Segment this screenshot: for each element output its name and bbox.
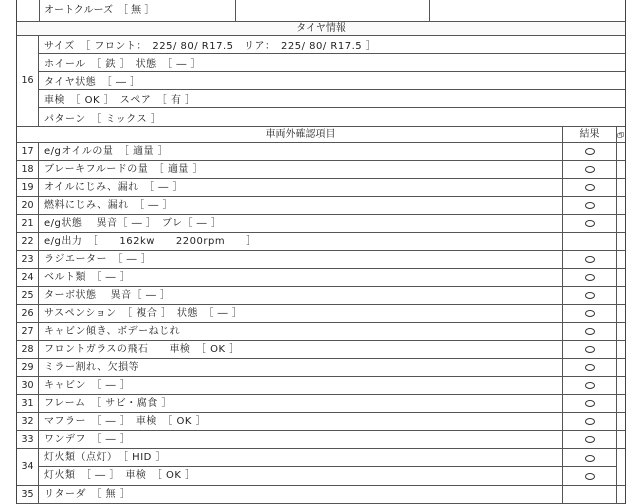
check-item-row (17, 161, 625, 179)
check-item-row (17, 233, 625, 251)
result-cell (563, 197, 617, 214)
row-number: 24 (17, 269, 39, 286)
result-cell (563, 251, 617, 268)
result-cell (563, 305, 617, 322)
row-number: 26 (17, 305, 39, 322)
pass-circle-icon (585, 292, 595, 299)
tire-section-header (17, 22, 625, 36)
check-item-row (17, 305, 625, 323)
tire-pattern-line: パターン ［ ミックス ］ (44, 113, 162, 125)
result-cell (563, 233, 617, 250)
item-text: フロントガラスの飛石 車検 ［ OK ］ (39, 341, 563, 358)
result-cell (563, 143, 617, 160)
row-number: 20 (17, 197, 39, 214)
result-cell (563, 395, 617, 412)
cruise-value: オートクルーズ ［ 無 ］ (39, 0, 235, 21)
lights-inspection-line (39, 467, 617, 485)
item-text: ミラー割れ、欠損等 (39, 359, 563, 376)
item-text: ベルト類 ［ ― ］ (39, 269, 563, 286)
pass-circle-icon (585, 184, 595, 191)
result-cell (563, 449, 617, 467)
tire-wheel-line: ホイール ［ 鉄 ］ 状態 ［ ― ］ (39, 54, 625, 72)
item-text: ターボ状態 異音［ ― ］ (39, 287, 563, 304)
row-number: 27 (17, 323, 39, 340)
row-number: 32 (17, 413, 39, 430)
check-item-row (17, 395, 625, 413)
pass-circle-icon (585, 364, 595, 371)
check-item-row (17, 215, 625, 233)
check-item-row (17, 251, 625, 269)
pass-circle-icon (585, 436, 595, 443)
row-number: 23 (17, 251, 39, 268)
row-number: 31 (17, 395, 39, 412)
item-text: サスペンション ［ 複合 ］ 状態 ［ ― ］ (39, 305, 563, 322)
pass-circle-icon (585, 310, 595, 317)
pass-circle-icon (585, 473, 595, 480)
row-number: 28 (17, 341, 39, 358)
item-text: e/g出力 ［ 162kw 2200rpm ］ (39, 233, 563, 250)
row-number: 33 (17, 431, 39, 448)
check-section-header (17, 127, 625, 143)
item-text: e/gオイルの量 ［ 適量 ］ (39, 143, 563, 160)
result-cell (563, 179, 617, 196)
inspection-sheet (16, 0, 626, 504)
result-cell (563, 413, 617, 430)
pass-circle-icon (585, 382, 595, 389)
check-item-row (17, 431, 625, 449)
result-cell (563, 467, 617, 485)
tire-lines (39, 36, 625, 126)
pass-circle-icon (585, 346, 595, 353)
tire-size-line: サイズ ［ フロント： 225/ 80/ R17.5 リア： 225/ 80/ R17.5 ］ (39, 36, 625, 54)
item-text: リターダ ［ 無 ］ (39, 486, 563, 503)
row-number: 21 (17, 215, 39, 232)
check-item-row (17, 413, 625, 431)
tire-condition-line: タイヤ状態 ［ ― ］ (39, 72, 625, 90)
check-item-row (17, 197, 625, 215)
result-cell (563, 215, 617, 232)
copy-icon (617, 129, 625, 141)
copy-button[interactable] (617, 127, 625, 142)
item-text: e/g状態 異音［ ― ］ ブレ［ ― ］ (39, 215, 563, 232)
check-item-row (17, 377, 625, 395)
pass-circle-icon (585, 202, 595, 209)
check-item-row (17, 341, 625, 359)
item-text: 灯火類 ［ ― ］ 車検 ［ OK ］ (39, 467, 563, 485)
item-text: フレーム ［ サビ・腐食 ］ (39, 395, 563, 412)
result-cell (563, 431, 617, 448)
result-cell (563, 287, 617, 304)
check-item-35 (17, 486, 625, 504)
pass-circle-icon (585, 400, 595, 407)
row-number: 22 (17, 233, 39, 250)
item-text: ワンデフ ［ ― ］ (39, 431, 563, 448)
check-items (17, 143, 625, 449)
check-item-row (17, 143, 625, 161)
result-cell (563, 359, 617, 376)
pass-circle-icon (585, 328, 595, 335)
row-number: 17 (17, 143, 39, 160)
row-number: 30 (17, 377, 39, 394)
cruise-row (17, 0, 625, 22)
row-number: 18 (17, 161, 39, 178)
item-text: ブレーキフルードの量 ［ 適量 ］ (39, 161, 563, 178)
pass-circle-icon (585, 256, 595, 263)
row-number: 35 (17, 486, 39, 503)
item-text: 灯火類（点灯） ［ HID ］ (39, 449, 563, 467)
pass-circle-icon (585, 148, 595, 155)
item-text: キャビン ［ ― ］ (39, 377, 563, 394)
check-item-row (17, 287, 625, 305)
item-text: オイルにじみ、漏れ ［ ― ］ (39, 179, 563, 196)
result-cell (563, 341, 617, 358)
lights-on-line (39, 449, 617, 467)
check-item-row (17, 359, 625, 377)
item-text: 燃料にじみ、漏れ ［ ― ］ (39, 197, 563, 214)
item-text: マフラー ［ ― ］ 車検 ［ OK ］ (39, 413, 563, 430)
check-item-34 (17, 449, 625, 486)
result-cell (563, 323, 617, 340)
check-item-row (17, 179, 625, 197)
pass-circle-icon (585, 455, 595, 462)
row-number: 34 (17, 449, 39, 485)
result-cell (563, 377, 617, 394)
tire-section-title: タイヤ情報 (296, 22, 346, 34)
result-cell (563, 161, 617, 178)
result-cell (563, 269, 617, 286)
pass-circle-icon (585, 274, 595, 281)
row-number: 25 (17, 287, 39, 304)
pass-circle-icon (585, 418, 595, 425)
result-column-header: 結果 (563, 127, 617, 142)
tire-block (17, 36, 625, 127)
item-text: ラジエーター ［ ― ］ (39, 251, 563, 268)
tire-inspection-line: 車検 ［ OK ］ スペア ［ 有 ］ (39, 90, 625, 108)
row-number: 19 (17, 179, 39, 196)
row-number: 29 (17, 359, 39, 376)
pass-circle-icon (585, 166, 595, 173)
check-item-row (17, 323, 625, 341)
item-text: キャビン傾き、ボデーねじれ (39, 323, 563, 340)
row-number: 16 (17, 36, 39, 126)
check-section-title: 車両外確認項目 (39, 127, 563, 142)
check-item-row (17, 269, 625, 287)
pass-circle-icon (585, 220, 595, 227)
